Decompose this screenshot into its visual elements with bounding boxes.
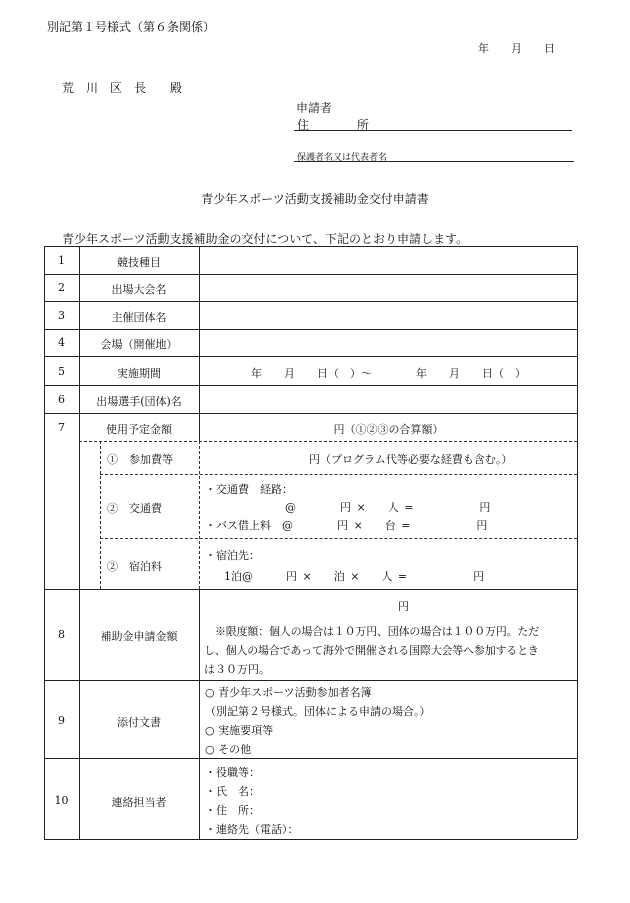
label-organizer: 主催団体名 [111, 311, 167, 324]
subsidy-limit-note-3: は３０万円。 [204, 663, 270, 676]
address-label: 住 所 [297, 118, 370, 132]
subsidy-limit-note-2: し、個人の場合であって海外で開催される国際大会等へ参加するとき [204, 644, 539, 657]
participation-fee-label: ① 参加費等 [107, 453, 173, 466]
label-competition: 出場大会名 [111, 283, 167, 296]
label-planned-amount: 使用予定金額 [106, 423, 172, 436]
contact-name-field[interactable]: ・氏 名： [205, 785, 260, 798]
row-number-4: 4 [58, 336, 65, 349]
row-number-5: 5 [58, 365, 65, 378]
subsidy-limit-note-1: ※限度額：個人の場合は１０万円、団体の場合は１００万円。ただ [215, 625, 539, 638]
competition-field[interactable] [200, 278, 577, 300]
attachment-guidelines[interactable]: ○ 実施要項等 [205, 724, 274, 737]
row-number-9: 9 [58, 714, 65, 727]
row-number-3: 3 [58, 309, 65, 322]
row-number-2: 2 [58, 281, 65, 294]
contact-address-field[interactable]: ・住 所： [205, 804, 260, 817]
intro-text: 青少年スポーツ活動支援補助金の交付について、下記のとおり申請します。 [62, 232, 469, 246]
bus-rental-line[interactable]: ・バス借上料 @ 円 × 台 = 円 [205, 519, 488, 532]
row-number-6: 6 [58, 393, 65, 406]
lodging-label: ② 宿泊料 [107, 560, 162, 573]
players-field[interactable] [200, 389, 577, 411]
row-number-7: 7 [58, 421, 65, 434]
label-attachments: 添付文書 [117, 716, 161, 729]
row-number-8: 8 [58, 628, 65, 641]
contact-phone-field[interactable]: ・連絡先（電話）： [205, 823, 299, 836]
label-players: 出場選手(団体)名 [96, 395, 182, 408]
period-field[interactable]: 年 月 日（ ）～ 年 月 日（ ） [251, 367, 526, 380]
transport-route-line[interactable]: ・交通費 経路： [205, 483, 293, 496]
label-contact-person: 連絡担当者 [111, 796, 167, 809]
representative-name-field-line[interactable] [294, 161, 574, 162]
contact-position-field[interactable]: ・役職等： [205, 766, 260, 779]
label-event: 競技種目 [117, 256, 161, 269]
transport-fare-line[interactable]: @ 円 × 人 = 円 [285, 501, 491, 514]
label-subsidy-amount: 補助金申請金額 [100, 630, 178, 643]
transport-label: ② 交通費 [107, 502, 162, 515]
subsidy-amount-field[interactable]: 円 [398, 600, 409, 613]
address-field-line[interactable] [294, 130, 572, 131]
applicant-title: 申請者 [296, 101, 333, 115]
participation-fee-field[interactable]: 円（プログラム代等必要な経費も含む。） [309, 453, 513, 466]
venue-field[interactable] [200, 333, 577, 355]
row-number-1: 1 [58, 254, 65, 267]
attachment-roster-note: （別記第２号様式。団体による申請の場合。） [205, 705, 431, 718]
label-period: 実施期間 [117, 367, 161, 380]
representative-name-label: 保護者名又は代表者名 [297, 153, 388, 163]
form-reference: 別記第１号様式（第６条関係） [47, 20, 216, 34]
attachment-other[interactable]: ○ その他 [205, 743, 252, 756]
document-title: 青少年スポーツ活動支援補助金交付申請書 [201, 192, 429, 206]
planned-amount-field[interactable]: 円（①②③の合算額） [333, 423, 444, 436]
organizer-field[interactable] [200, 305, 577, 327]
lodging-place-line[interactable]: ・宿泊先： [205, 549, 260, 562]
attachment-roster[interactable]: ○ 青少年スポーツ活動参加者名簿 [205, 686, 372, 699]
lodging-cost-line[interactable]: 1泊@ 円 × 泊 × 人 = 円 [224, 570, 485, 583]
event-field[interactable] [200, 250, 577, 272]
row-number-10: 10 [54, 794, 69, 807]
date-line: 年 月 日 [478, 42, 555, 55]
recipient: 荒 川 区 長 殿 [62, 81, 183, 95]
label-venue: 会場（開催地） [100, 338, 178, 351]
